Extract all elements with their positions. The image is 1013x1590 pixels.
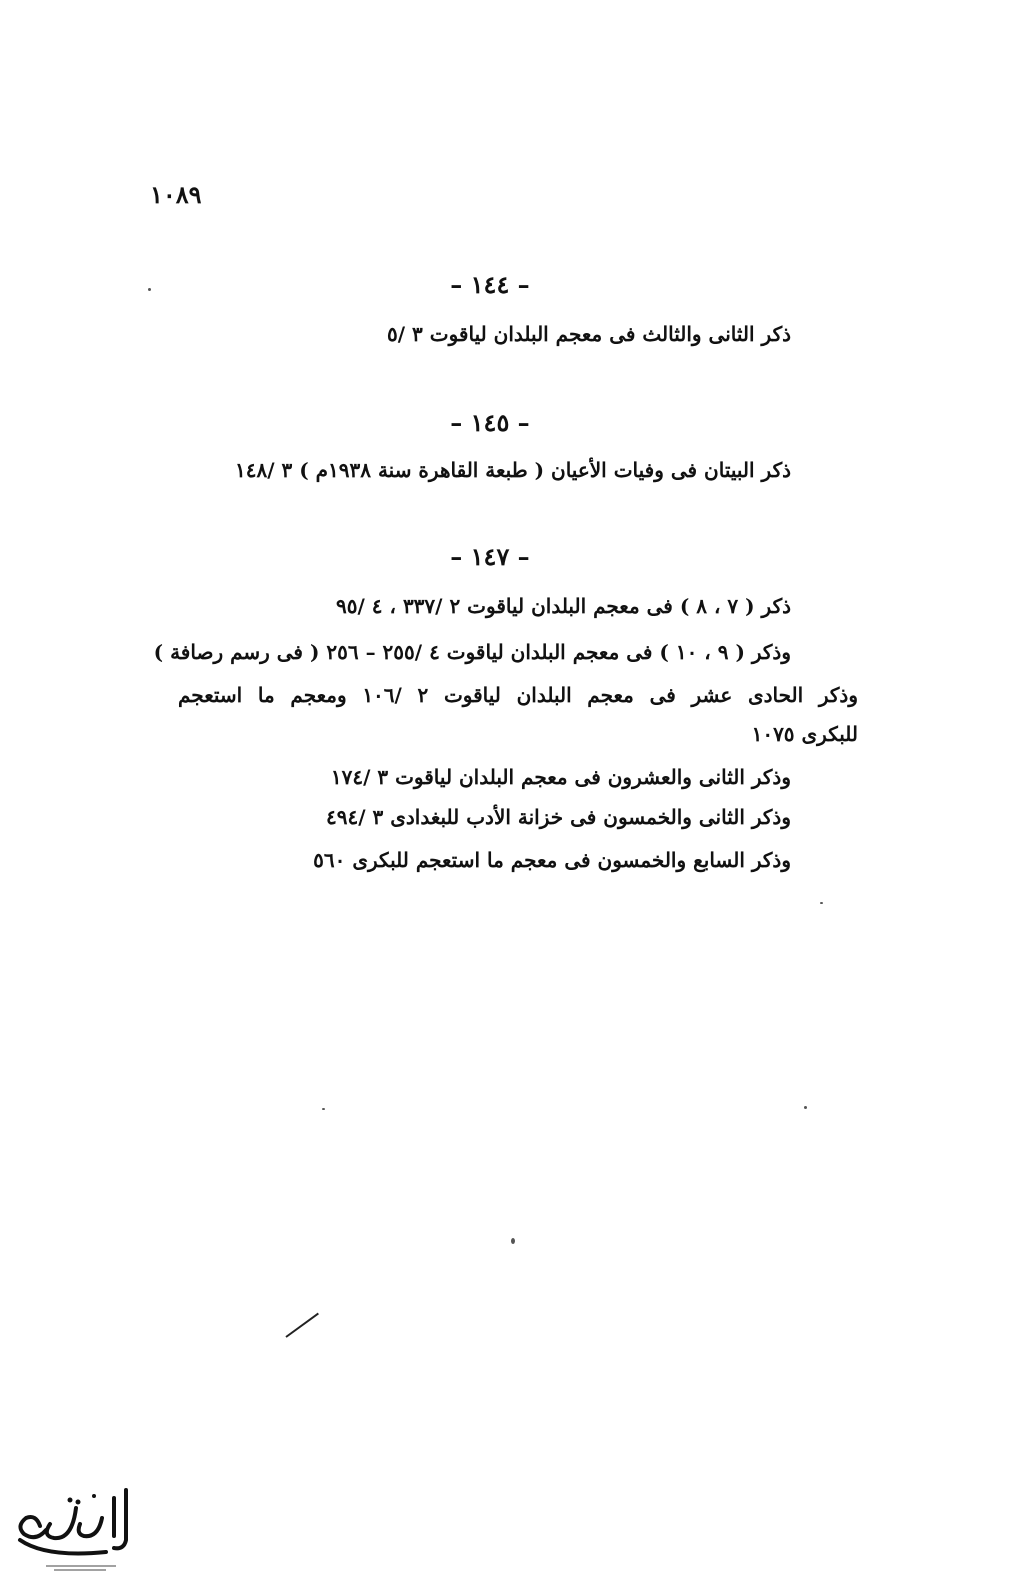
text-line: ذكر البيتان فى وفيات الأعيان ( طبعة القاهرة سنة ١٩٣٨م ) ٣ /١٤٨: [234, 458, 791, 482]
section-heading-147: – ١٤٧ –: [450, 542, 530, 571]
page-number: ١٠٨٩: [150, 180, 202, 209]
text-line: وذكر الثانى والعشرون فى معجم البلدان لياقوت ٣ /١٧٤: [330, 765, 791, 789]
section-heading-144: – ١٤٤ –: [450, 270, 530, 299]
scan-speck: [804, 1106, 807, 1109]
text-line: ذكر الثانى والثالث فى معجم البلدان لياقوت ٣ /٥: [387, 322, 791, 346]
pen-stroke: [285, 1313, 319, 1338]
scan-speck: [511, 1238, 515, 1244]
text-line: وذكر الثانى والخمسون فى خزانة الأدب للبغدادى ٣ /٤٩٤: [326, 805, 791, 829]
text-line: وذكر السابع والخمسون فى معجم ما استعجم للبكرى ٥٦٠: [313, 848, 791, 872]
calligraphy-logo: [6, 1478, 136, 1578]
scan-speck: [820, 902, 823, 904]
section-heading-145: – ١٤٥ –: [450, 408, 530, 437]
text-line: للبكرى ١٠٧٥: [751, 722, 858, 746]
scan-speck: [322, 1108, 325, 1110]
text-line: وذكر الحادى عشر فى معجم البلدان لياقوت ٢ /١٠٦ ومعجم ما استعجم: [178, 683, 858, 707]
text-line: ذكر ( ٧ ، ٨ ) فى معجم البلدان لياقوت ٢ /٣٣٧ ، ٤ /٩٥: [336, 594, 791, 618]
scan-speck: [148, 288, 151, 291]
text-line: وذكر ( ٩ ، ١٠ ) فى معجم البلدان لياقوت ٤ /٢٥٥ – ٢٥٦ ( فى رسم رصافة ): [153, 640, 791, 664]
